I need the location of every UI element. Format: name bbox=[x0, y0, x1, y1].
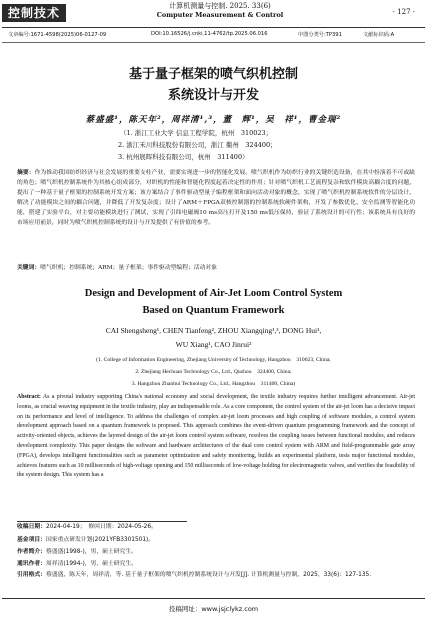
english-affiliation-1: (1. College of Information Engineering, Zhejiang University of Technology, Hangzhou 310023, China; bbox=[96, 357, 331, 363]
submission-url: 投稿网址：www.jsjclykz.com bbox=[168, 605, 259, 613]
english-affiliation-3: 3. Hangzhou Zhanhui Technology Co., Ltd., Hangzhou 311400, China) bbox=[131, 381, 296, 387]
author-bio-value: 蔡盛盛(1998-)，男，硕士研究生。 bbox=[46, 549, 137, 555]
article-meta bbox=[8, 31, 419, 41]
english-authors-line-2: WU Xiang¹, CAO Jinrui² bbox=[175, 340, 252, 349]
section-tag: 控制技术 bbox=[2, 4, 66, 22]
citation-value: 蔡盛盛，陈天年，周祥清，等. 基于量子框架的喷气织机控制系统设计与开发[J]. 计算机测量与控制，2025，33(6)：127-135. bbox=[46, 572, 372, 578]
citation-format bbox=[17, 571, 415, 580]
journal-name bbox=[120, 2, 320, 20]
journal-name-en: Computer Measurement & Control bbox=[156, 11, 284, 19]
doi: DOI:10.16526/j.cnki.11-4762/tp.2025.06.016 bbox=[151, 31, 268, 37]
journal-name-cn: 计算机测量与控制. 2025. 33(6) bbox=[169, 2, 271, 10]
chinese-title-line-1: 基于量子框架的喷气织机控制 bbox=[128, 67, 298, 82]
chinese-authors: 蔡盛盛¹，陈天年²，周祥清¹,³，董 辉¹，吴 祥¹，曹金瑞² bbox=[85, 115, 342, 125]
chinese-title-line-2: 系统设计与开发 bbox=[167, 88, 259, 103]
english-authors-line-1: CAI Shengsheng¹, CHEN Tianfeng², ZHOU Xiangqing¹,³, DONG Hui¹, bbox=[105, 326, 322, 335]
corresponding-label: 通讯作者： bbox=[17, 561, 46, 567]
chinese-abstract-text: 作为推动我国纺织经济与社会发展的重要支柱产业，需要实现进一步的智能化发展。喷气织机作为纺织行业的关键织造设备，在其中扮演着不可或缺的角色；喷气织机控制系统作为其核心组成部分，对织机的性能和智能化程度起着决定性的作用；针对喷气织机工艺流程复杂和软件模块高耦合度的问题，提出了一种基于量子框架的控制系统开发方案；该方案结合了事件驱动型量子编程框架和面向活动对象的概念，实现了喷气织机控制系统软件的分层设计，解决了功能模块之间的耦合问题，并降低了开发复杂度；设计了ARM＋FPGA双核控制器的控制系统软硬件架构，开发了参数优化、安全监测等智能化功能，搭建了实验平台，对主要功能模块进行了测试，实现了引纬电磁阀10 ms高压打开及150 ms低压保持，验证了系统设计的可行性；该系统具有良好的市场应用前景，同时为喷气织机控制系统的设计与开发提供了有价值的参考。 bbox=[17, 170, 415, 226]
author-bio-label: 作者简介： bbox=[17, 549, 46, 555]
corresponding-value: 周祥清(1994-)，男，硕士研究生。 bbox=[46, 561, 137, 567]
chinese-affiliation-2: 2. 浙江禾川科技股份有限公司，浙江 衢州 324400； bbox=[118, 141, 277, 149]
chinese-keywords-label: 关键词： bbox=[17, 265, 41, 271]
english-abstract-text: As a pivotal industry supporting China's national economy and social development, the textile industry requires further intelligent advancement. Air-jet looms, as crucial weaving equipment in the textile industry, play an indispensable role. As a core component, the control system of the air-jet loom has a decisive impact on its performance and level of intelligence. To address the challenges of complex air-jet loom processes and high coupling of software modules, a control system development approach based on a quantum framework is proposed. This approach combines the event-driven quantum programming framework and the concept of activity-oriented objects, achieves the layered design of the air-jet loom control system software, resolves the coupling issues between functional modules, and reduces development complexity. This paper designs the software and hardware architectures of the dual core control system with ARM and field-programmable gate array (FPGA), develops intelligent functionalities such as parameter optimization and safety monitoring, builds an experimental platform, tests major functional modules, achieves features such as 10 milliseconds of high-voltage opening and 150 milliseconds of low-voltage holding for electromagnetic valves, and verifies the feasibility of the system design. This system has a bbox=[17, 394, 415, 479]
corresponding-author bbox=[17, 560, 415, 569]
author-bio bbox=[17, 548, 415, 557]
article-number: 文章编号:1671-4598(2025)06-0127-09 bbox=[8, 32, 107, 38]
received-date bbox=[17, 523, 415, 532]
citation-label: 引用格式： bbox=[17, 572, 46, 578]
chinese-abstract-label: 摘要： bbox=[17, 170, 35, 176]
chinese-keywords-text: 喷气织机；控制系统；ARM；量子框架；事件驱动型编程；活动对象 bbox=[40, 265, 218, 271]
page-number: · 127 · bbox=[392, 8, 415, 16]
header-divider bbox=[2, 27, 425, 28]
chinese-abstract bbox=[17, 168, 415, 228]
chinese-affiliation-3: 3. 杭州展晖科技有限公司，杭州 311400） bbox=[118, 153, 249, 161]
fund-value: 国家重点研发计划(2021YFB3301501)。 bbox=[46, 537, 155, 543]
english-title-line-1: Design and Development of Air-Jet Loom Control System bbox=[84, 288, 343, 299]
article-info-divider bbox=[17, 521, 187, 522]
clc-number: 中图分类号:TP391 bbox=[298, 32, 342, 38]
english-abstract-label: Abstract: bbox=[17, 394, 41, 400]
page-header bbox=[0, 0, 427, 28]
meta-divider bbox=[2, 42, 425, 43]
chinese-keywords bbox=[17, 262, 415, 271]
received-label: 收稿日期： bbox=[17, 524, 46, 530]
fund-label: 基金项目： bbox=[17, 537, 46, 543]
fund-project bbox=[17, 536, 415, 545]
footer-divider bbox=[2, 598, 425, 599]
chinese-affiliation-1: （1. 浙江工业大学 信息工程学院，杭州 310023； bbox=[120, 129, 273, 137]
english-abstract bbox=[17, 393, 415, 481]
received-value: 2024-04-19； 修回日期：2024-05-26。 bbox=[46, 524, 157, 530]
english-title-line-2: Based on Quantum Framework bbox=[142, 305, 285, 316]
english-affiliation-2: 2. Zhejiang Hechuan Technology Co., Ltd., Quzhou 324400, China; bbox=[135, 369, 292, 375]
document-code: 文献标识码:A bbox=[363, 32, 395, 38]
